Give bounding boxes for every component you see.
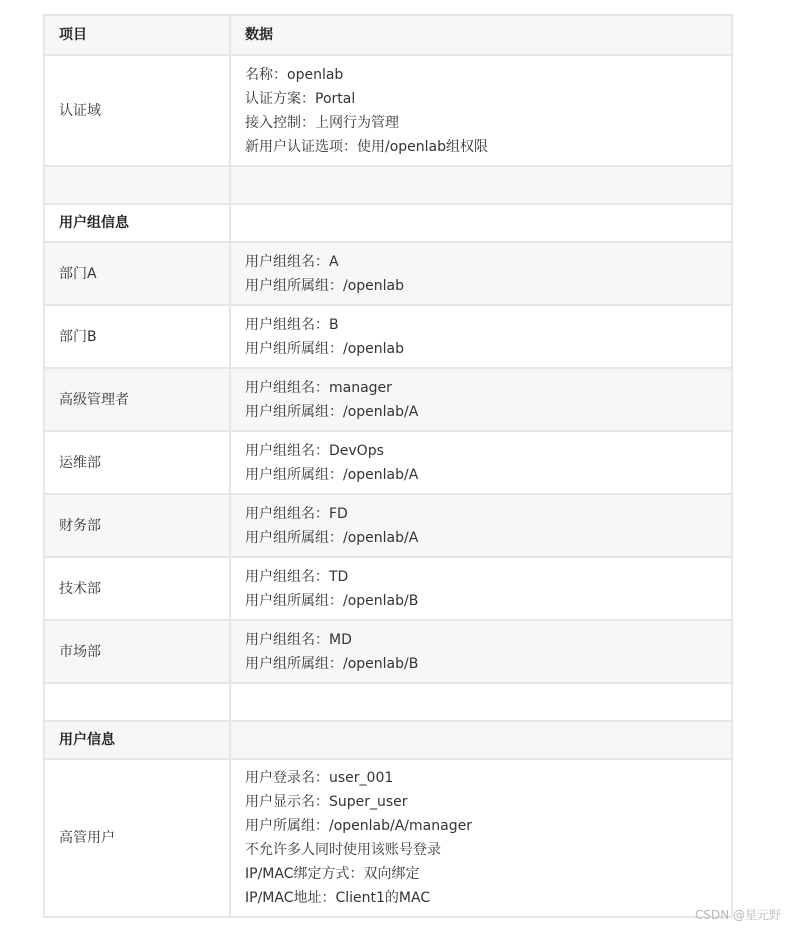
table-row-user-section	[44, 721, 732, 759]
empty-cell	[230, 204, 732, 242]
data-line: IP/MAC绑定方式：双向绑定	[245, 866, 420, 882]
table-row-group	[44, 368, 732, 431]
data-line: 用户组组名：FD	[245, 505, 348, 522]
data-line: 新用户认证选项：使用/openlab组权限	[245, 138, 489, 155]
row-data	[230, 55, 732, 166]
table-row-empty	[44, 166, 732, 204]
row-label: 运维部	[44, 431, 230, 494]
data-line: 用户组所属组：/openlab/A	[245, 403, 419, 420]
data-line: 用户组组名：TD	[245, 568, 349, 585]
row-label: 认证域	[44, 55, 230, 166]
empty-cell	[230, 683, 732, 721]
data-line: 用户组组名：MD	[245, 631, 352, 648]
data-line: 用户组所属组：/openlab/A	[245, 466, 419, 483]
data-line: 用户组所属组：/openlab	[245, 277, 405, 294]
config-table	[43, 14, 733, 918]
row-data	[230, 759, 732, 917]
section-title: 用户信息	[44, 721, 230, 759]
table-row-empty	[44, 683, 732, 721]
row-data	[230, 431, 732, 494]
table-header-row	[44, 15, 732, 55]
row-label: 部门B	[44, 305, 230, 368]
data-line: 不允许多人同时使用该账号登录	[245, 842, 441, 858]
empty-cell	[44, 683, 230, 721]
empty-cell	[230, 721, 732, 759]
table-row-group	[44, 242, 732, 305]
data-line: 用户组所属组：/openlab/A	[245, 529, 419, 546]
data-line: 名称：openlab	[245, 66, 344, 83]
row-label: 高级管理者	[44, 368, 230, 431]
section-title: 用户组信息	[44, 204, 230, 242]
row-data	[230, 494, 732, 557]
data-line: 接入控制：上网行为管理	[245, 114, 399, 131]
table-row-group	[44, 557, 732, 620]
table-row-user	[44, 759, 732, 917]
table-row-auth-domain	[44, 55, 732, 166]
data-line: 用户组组名：DevOps	[245, 442, 384, 459]
table-row-group	[44, 431, 732, 494]
empty-cell	[230, 166, 732, 204]
data-line: 用户组组名：B	[245, 316, 339, 333]
data-line: 用户组所属组：/openlab	[245, 340, 405, 357]
data-line: 用户组所属组：/openlab/B	[245, 592, 419, 609]
data-line: 用户组组名：manager	[245, 379, 392, 396]
row-data	[230, 242, 732, 305]
data-line: IP/MAC地址：Client1的MAC	[245, 890, 431, 906]
row-label: 技术部	[44, 557, 230, 620]
header-item: 项目	[44, 15, 230, 55]
row-data	[230, 620, 732, 683]
row-label: 高管用户	[44, 759, 230, 917]
row-data	[230, 305, 732, 368]
table-row-group	[44, 305, 732, 368]
data-line: 用户登录名：user_001	[245, 770, 394, 786]
empty-cell	[44, 166, 230, 204]
data-line: 用户组所属组：/openlab/B	[245, 655, 419, 672]
row-data	[230, 368, 732, 431]
data-line: 用户显示名：Super_user	[245, 794, 408, 810]
watermark: CSDN @星元野	[694, 908, 781, 922]
table-row-group	[44, 620, 732, 683]
header-data: 数据	[230, 15, 732, 55]
table-row-group	[44, 494, 732, 557]
row-label: 市场部	[44, 620, 230, 683]
row-data	[230, 557, 732, 620]
data-line: 认证方案：Portal	[245, 90, 356, 107]
row-label: 财务部	[44, 494, 230, 557]
row-label: 部门A	[44, 242, 230, 305]
data-line: 用户所属组：/openlab/A/manager	[245, 818, 472, 834]
data-line: 用户组组名：A	[245, 253, 339, 270]
config-table-container	[43, 14, 731, 918]
table-row-group-section	[44, 204, 732, 242]
